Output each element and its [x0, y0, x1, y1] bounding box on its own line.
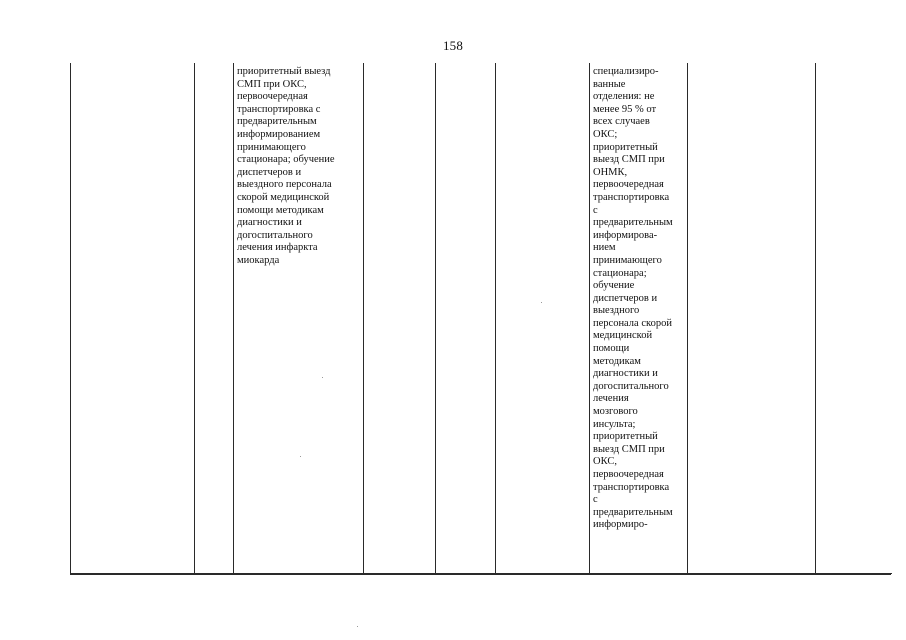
table-cell-col-2 — [195, 63, 234, 574]
table-cell-col-5 — [436, 63, 496, 574]
scan-speck — [541, 302, 542, 303]
scan-speck — [322, 377, 323, 378]
table-bottom-border — [70, 573, 891, 575]
scan-speck — [300, 456, 301, 457]
table-cell-col-9 — [816, 63, 892, 574]
document-table — [70, 63, 892, 574]
table-cell-col-7: специализиро- ванные отделения: не менее 95 % от всех случаев ОКС; приоритетный выезд СМП при ОНМК, первоочередная транспортировка с предварительным информирова- нием принимающего стационара; обучение диспетчеров и выездного персонала скорой медицинской помощи методикам диагностики и догоспитального лечения мозгового инсульта; приоритетный выезд СМП при ОКС, первоочередная транспортировка с предварительным информиро- — [590, 63, 688, 574]
table-cell-col-4 — [364, 63, 436, 574]
table-row — [71, 63, 892, 574]
page-number: 158 — [442, 38, 464, 53]
table-cell-col-1 — [71, 63, 195, 574]
scan-speck — [357, 626, 358, 627]
table-cell-col-3: приоритетный выезд СМП при ОКС, первоочередная транспортировка с предварительным информированием принимающего стационара; обучение диспетчеров и выездного персонала скорой медицинской помощи методикам диагностики и догоспитального лечения инфаркта миокарда — [234, 63, 364, 574]
table-cell-col-8 — [688, 63, 816, 574]
table-cell-col-6 — [496, 63, 590, 574]
